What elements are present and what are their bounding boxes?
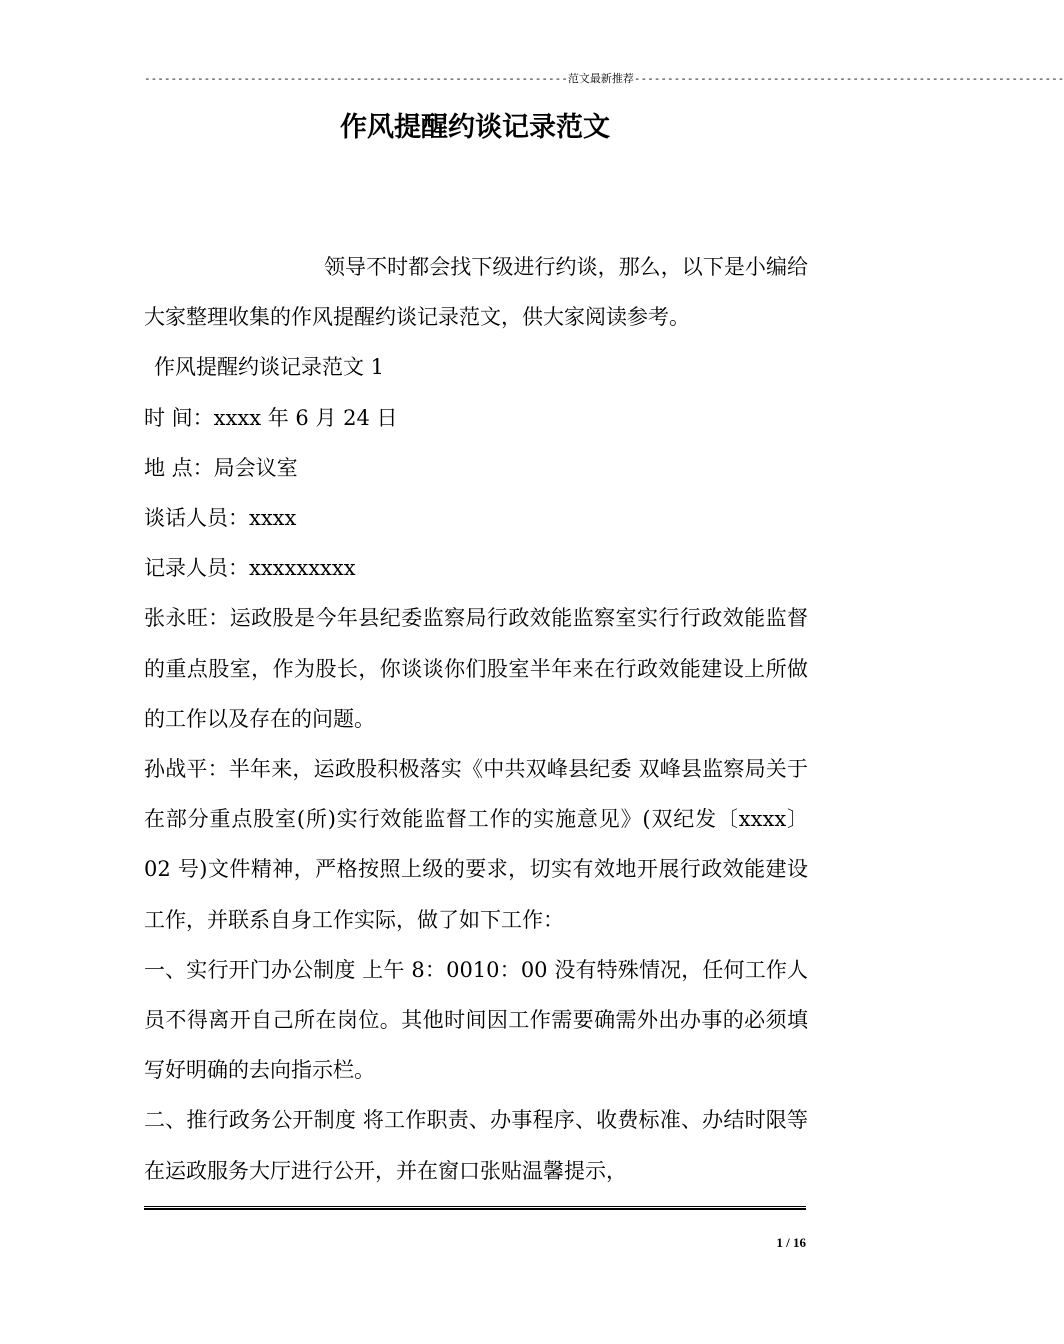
dialogue-paragraph: 张永旺：运政股是今年县纪委监察局行政效能监察室实行行政效能监督的重点股室，作为股长，你谈谈你们股室半年来在行政效能建设上所做的工作以及存在的问题。 xyxy=(144,606,808,731)
document-title: 作风提醒约谈记录范文 xyxy=(340,112,610,143)
footer-divider xyxy=(144,1206,806,1210)
intro-paragraph: 领导不时都会找下级进行约谈，那么，以下是小编给大家整理收集的作风提醒约谈记录范文，供大家阅读参考。 xyxy=(144,255,808,330)
section-heading: 作风提醒约谈记录范文 1 xyxy=(154,355,385,380)
dialogue-paragraph: 孙战平：半年来，运政股积极落实《中共双峰县纪委 双峰县监察局关于在部分重点股室(所)实行效能监督工作的实施意见》(双纪发〔xxxx〕02 号)文件精神，严格按照上级的要求，切实有效地开展行政效能建设工作，并联系自身工作实际，做了如下工作： xyxy=(144,757,808,932)
record-location: 地 点：局会议室 xyxy=(144,455,298,480)
header-banner: ----------------------------------------------------------------范文最新推荐----------------------------------------------------------------- xyxy=(144,72,1064,85)
list-item-paragraph: 一、实行开门办公制度 上午 8：0010：00 没有特殊情况，任何工作人员不得离开自己所在岗位。其他时间因工作需要确需外出办事的必须填写好明确的去向指示栏。 xyxy=(144,957,808,1083)
record-interviewer: 谈话人员：xxxx xyxy=(144,506,297,531)
page-number: 1 / 16 xyxy=(776,1235,806,1250)
record-recorder: 记录人员：xxxxxxxxx xyxy=(144,556,356,581)
document-body xyxy=(144,242,808,1196)
record-time: 时 间：xxxx 年 6 月 24 日 xyxy=(144,405,398,430)
list-item-paragraph: 二、推行政务公开制度 将工作职责、办事程序、收费标准、办结时限等在运政服务大厅进行公开，并在窗口张贴温馨提示， xyxy=(144,1108,808,1183)
